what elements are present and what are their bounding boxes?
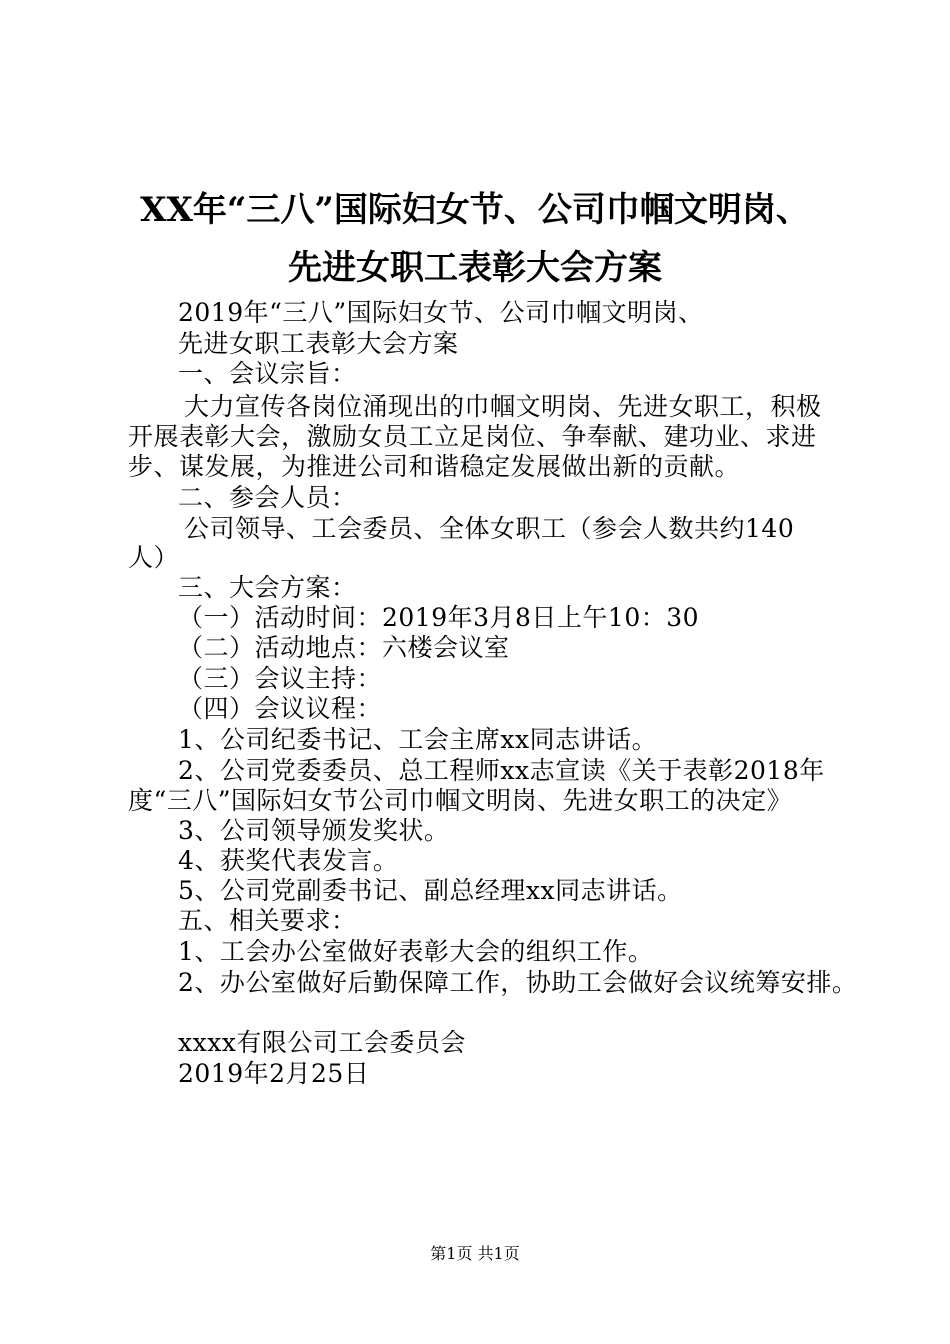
document-title-line-1: XX年“三八”国际妇女节、公司巾帼文明岗、 <box>140 190 810 230</box>
document-title-line-2: 先进女职工表彰大会方案 <box>288 248 662 288</box>
agenda-item-3: 3、公司领导颁发奖状。 <box>178 816 450 845</box>
page-footer: 第1页 共1页 <box>430 1244 520 1263</box>
section-heading-purpose: 一、会议宗旨： <box>178 359 357 388</box>
subtitle-line-2: 先进女职工表彰大会方案 <box>178 329 459 358</box>
agenda-item-2-line-2: 度“三八”国际妇女节公司巾帼文明岗、先进女职工的决定》 <box>128 786 793 815</box>
agenda-item-2-line-1: 2、公司党委委员、总工程师xx志宣读《关于表彰2018年 <box>178 756 825 785</box>
requirement-item-1: 1、工会办公室做好表彰大会的组织工作。 <box>178 937 654 966</box>
agenda-item-4: 4、获奖代表发言。 <box>178 846 399 875</box>
signature-date: 2019年2月25日 <box>178 1059 370 1088</box>
signature-organization: xxxx有限公司工会委员会 <box>178 1028 466 1057</box>
requirement-item-2: 2、办公室做好后勤保障工作，协助工会做好会议统筹安排。 <box>178 968 858 997</box>
plan-item-location: （二）活动地点：六楼会议室 <box>178 633 510 662</box>
purpose-paragraph-line-1: 大力宣传各岗位涌现出的巾帼文明岗、先进女职工，积极 <box>184 392 822 421</box>
section-heading-plan: 三、大会方案： <box>178 573 357 602</box>
purpose-paragraph-line-2: 开展表彰大会，激励女员工立足岗位、争奉献、建功业、求进 <box>128 422 817 451</box>
section-heading-requirements: 五、相关要求： <box>178 906 357 935</box>
plan-item-host: （三）会议主持： <box>178 664 383 693</box>
section-heading-attendees: 二、参会人员： <box>178 483 357 512</box>
plan-item-agenda: （四）会议议程： <box>178 694 383 723</box>
attendees-line-1: 公司领导、工会委员、全体女职工（参会人数共约140 <box>184 514 795 543</box>
attendees-line-2: 人） <box>128 543 180 572</box>
subtitle-line-1: 2019年“三八”国际妇女节、公司巾帼文明岗、 <box>178 298 704 327</box>
agenda-item-5: 5、公司党副委书记、副总经理xx同志讲话。 <box>178 876 683 905</box>
agenda-item-1: 1、公司纪委书记、工会主席xx同志讲话。 <box>178 725 658 754</box>
purpose-paragraph-line-3: 步、谋发展，为推进公司和谐稳定发展做出新的贡献。 <box>128 452 741 481</box>
plan-item-time: （一）活动时间：2019年3月8日上午10：30 <box>178 603 700 632</box>
